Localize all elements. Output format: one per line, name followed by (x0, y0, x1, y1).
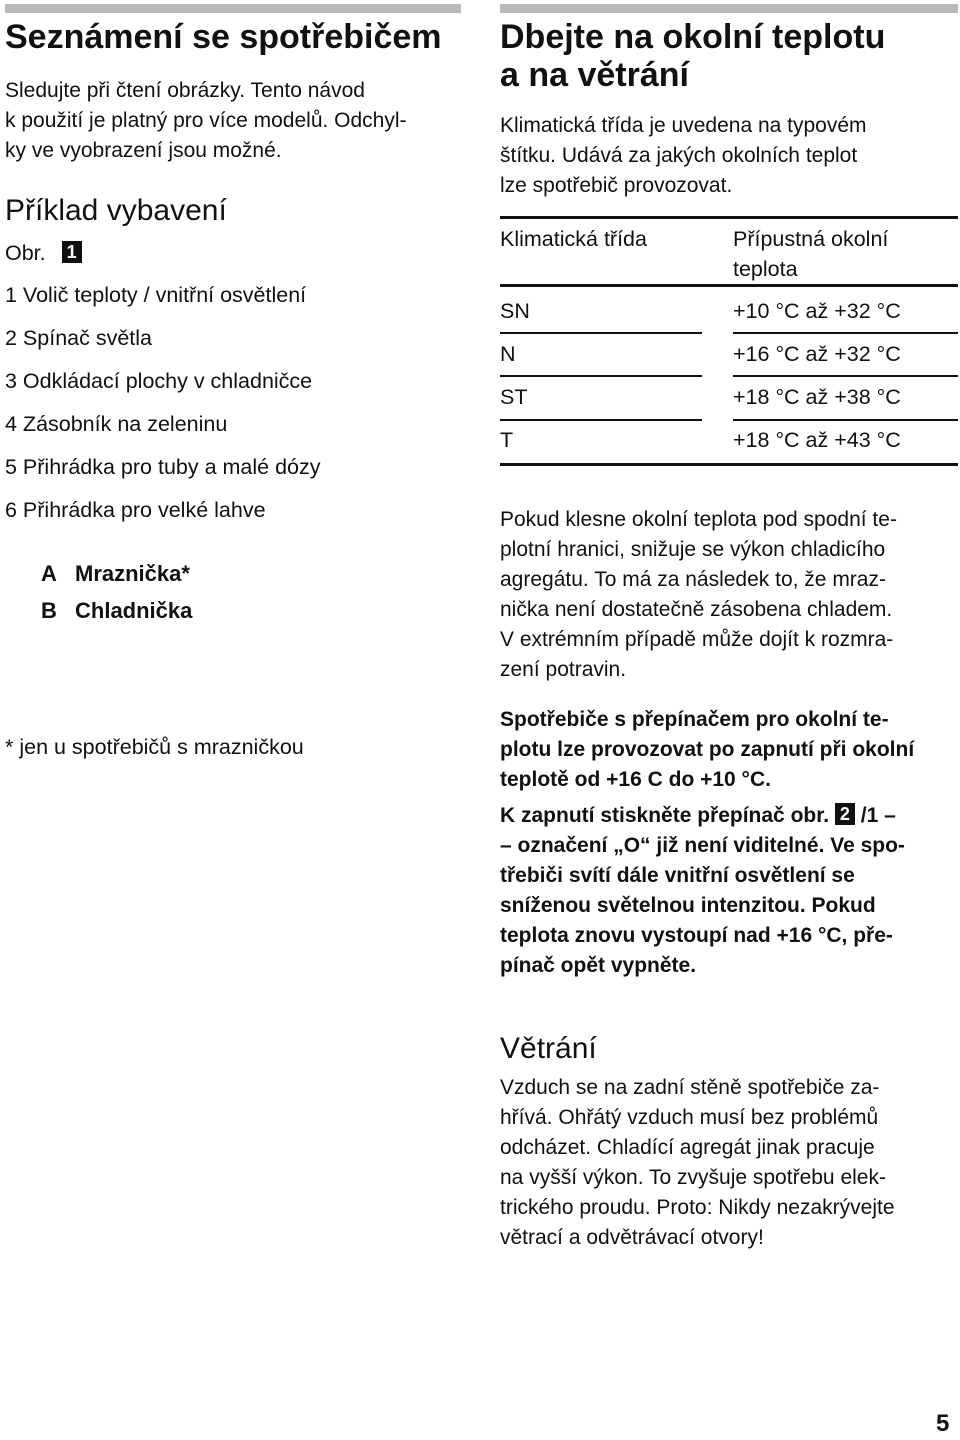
paragraph-line: sníženou světelnou intenzitou. Pokud (500, 894, 876, 917)
intro-paragraph (5, 76, 461, 166)
paragraph-line: nička není dostatečně zásobena chladem. (500, 598, 893, 621)
paragraph-line: zení potravin. (500, 658, 627, 681)
top-rule (5, 4, 461, 13)
list-item: 5 Přihrádka pro tuby a malé dózy (5, 455, 321, 479)
list-item: 1 Volič teploty / vnitřní osvětlení (5, 283, 307, 307)
table-cell-class: N (500, 342, 516, 366)
table-row-rule (733, 332, 958, 334)
paragraph-line: Pokud klesne okolní teplota pod spodní te- (500, 508, 897, 531)
paragraph-line: V extrémním případě může dojít k rozmra- (500, 628, 894, 651)
figure-number-badge: 1 (62, 241, 82, 263)
paragraph-line: agregátu. To má za následek to, že mraz- (500, 568, 886, 591)
table-cell-class: T (500, 428, 514, 452)
top-rule (500, 4, 958, 13)
intro-line: lze spotřebič provozovat. (500, 174, 733, 197)
legend-label: Mraznička* (75, 561, 190, 586)
table-cell-range: +18 °C až +43 °C (733, 428, 901, 452)
legend-key: B (41, 598, 57, 623)
paragraph-line: teplota znovu vystoupí nad +16 °C, pře- (500, 924, 893, 947)
paragraph-line (500, 801, 960, 831)
legend-label: Chladnička (75, 598, 193, 623)
table-cell-range: +10 °C až +32 °C (733, 299, 901, 323)
instruction-text: /1 – (860, 804, 896, 827)
table-cell-range: +18 °C až +38 °C (733, 385, 901, 409)
paragraph-line: větrací a odvětrávací otvory! (500, 1226, 764, 1249)
table-header-range (733, 224, 888, 284)
table-row-rule (500, 332, 702, 334)
figure-reference (5, 238, 82, 268)
table-rule (500, 284, 958, 287)
title-line: Dbejte na okolní teplotu (500, 18, 886, 56)
table-row-rule (500, 375, 702, 377)
page-number: 5 (936, 1410, 950, 1437)
intro-line: k použití je platný pro více modelů. Odchyl- (5, 109, 407, 132)
ventilation-heading: Větrání (500, 1032, 597, 1065)
switch-instruction-paragraph (500, 801, 960, 981)
list-item: 2 Spínač světla (5, 326, 153, 350)
table-header-line: Přípustná okolní (733, 227, 889, 251)
list-item: 4 Zásobník na zeleninu (5, 412, 228, 436)
table-header-class: Klimatická třída (500, 227, 647, 251)
paragraph-line: plotní hranici, snižuje se výkon chladicího (500, 538, 886, 561)
switch-note-paragraph (500, 705, 960, 795)
table-row-rule (500, 419, 702, 421)
table-cell-class: ST (500, 385, 528, 409)
table-row-rule (733, 419, 958, 421)
section-title: Seznámení se spotřebičem (5, 18, 442, 56)
ventilation-paragraph (500, 1073, 960, 1253)
temperature-paragraph (500, 505, 960, 685)
list-item: 3 Odkládací plochy v chladničce (5, 369, 313, 393)
table-row-rule (733, 375, 958, 377)
paragraph-line: Vzduch se na zadní stěně spotřebiče za- (500, 1076, 880, 1099)
table-header-line: teplota (733, 257, 798, 281)
table-cell-range: +16 °C až +32 °C (733, 342, 901, 366)
intro-line: Sledujte při čtení obrázky. Tento návod (5, 79, 365, 102)
instruction-text: K zapnutí stiskněte přepínač obr. (500, 804, 830, 827)
paragraph-line: Spotřebiče s přepínačem pro okolní te- (500, 708, 889, 731)
paragraph-line: – označení „O“ již není viditelné. Ve spo- (500, 834, 905, 857)
table-rule (500, 463, 958, 466)
legend-item (41, 559, 190, 589)
table-cell-class: SN (500, 299, 530, 323)
list-item: 6 Přihrádka pro velké lahve (5, 498, 266, 522)
figure-number-badge: 2 (835, 803, 855, 825)
paragraph-line: teplotě od +16 C do +10 °C. (500, 768, 771, 791)
paragraph-line: třebiči svítí dále vnitřní osvětlení se (500, 864, 855, 887)
intro-line: Klimatická třída je uvedena na typovém (500, 114, 867, 137)
table-rule (500, 216, 958, 219)
paragraph-line: odcházet. Chladící agregát jinak pracuje (500, 1136, 875, 1159)
paragraph-line: plotu lze provozovat po zapnutí při okolní (500, 738, 915, 761)
legend-key: A (41, 561, 57, 586)
paragraph-line: na vyšší výkon. To zvyšuje spotřebu elek- (500, 1166, 886, 1189)
paragraph-line: pínač opět vypněte. (500, 954, 697, 977)
example-heading: Příklad vybavení (5, 194, 227, 227)
legend-item (41, 596, 192, 626)
section-title (500, 18, 885, 94)
footnote: * jen u spotřebičů s mrazničkou (5, 735, 304, 759)
paragraph-line: trického proudu. Proto: Nikdy nezakrývejte (500, 1196, 895, 1219)
paragraph-line: hřívá. Ohřátý vzduch musí bez problémů (500, 1106, 879, 1129)
intro-line: ky ve vyobrazení jsou možné. (5, 139, 282, 162)
intro-line: štítku. Udává za jakých okolních teplot (500, 144, 858, 167)
intro-paragraph (500, 111, 958, 201)
figure-label: Obr. (5, 241, 46, 265)
title-line: a na větrání (500, 56, 689, 94)
